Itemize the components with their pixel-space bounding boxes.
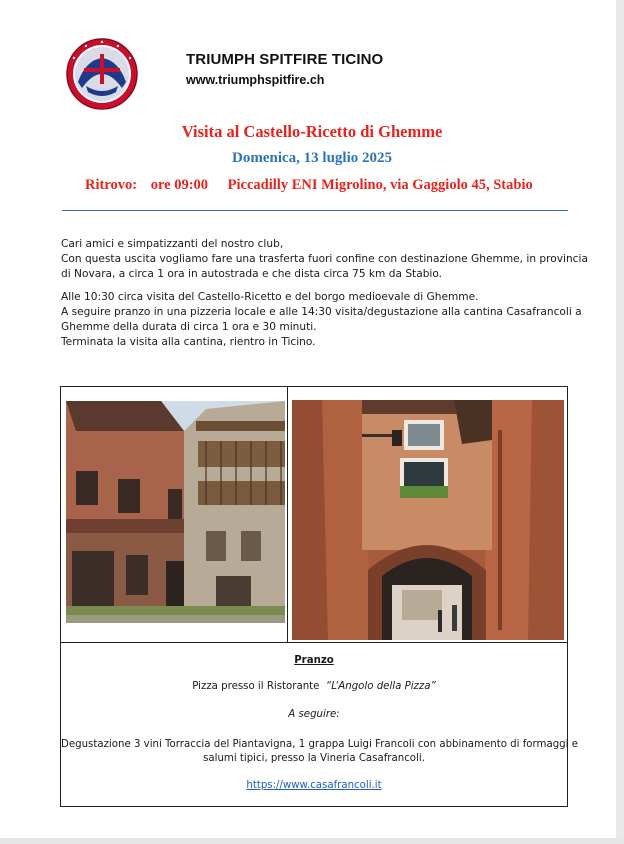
meeting-label: Ritrovo: (85, 177, 138, 193)
intro-line: Alle 10:30 circa visita del Castello-Ricetto e del borgo medioevale di Ghemme. (61, 290, 479, 303)
intro-paragraph-1 (61, 237, 588, 283)
intro-text (61, 237, 588, 357)
club-name: TRIUMPH SPITFIRE TICINO (186, 51, 384, 68)
intro-line: Ghemme della durata di circa 1 ora e 30 minuti. (61, 321, 317, 334)
intro-line: Terminata la visita alla cantina, rientro in Ticino. (61, 336, 316, 349)
restaurant-name: “L’Angolo della Pizza” (325, 681, 436, 692)
intro-paragraph-2 (61, 290, 582, 351)
castle-courtyard-photo (66, 401, 285, 623)
medieval-alley-photo (292, 400, 564, 640)
casafrancoli-link[interactable]: https://www.casafrancoli.it (246, 780, 382, 791)
intro-line: di Novara, a circa 1 ora in autostrada e che dista circa 75 km da Stabio. (61, 268, 443, 281)
event-date: Domenica, 13 luglio 2025 (232, 150, 392, 166)
degustazione-line: Degustazione 3 vini Torraccia del Piantavigna, 1 grappa Luigi Francoli con abbinamento di formaggi e (61, 739, 578, 750)
degustazione-line: salumi tipici, presso la Vineria Casafrancoli. (203, 753, 425, 764)
club-website[interactable]: www.triumphspitfire.ch (186, 73, 325, 87)
page-edge-shadow (616, 0, 624, 844)
club-logo (66, 38, 138, 110)
pizza-line (61, 681, 567, 692)
pizza-text: Pizza presso il Ristorante (192, 681, 320, 692)
program-details (61, 643, 578, 806)
degustazione-text (61, 738, 578, 766)
intro-line: Con questa uscita vogliamo fare una trasferta fuori confine con destinazione Ghemme, in provincia (61, 253, 588, 266)
meeting-info (85, 177, 533, 194)
seguire-heading: A seguire: (288, 709, 340, 720)
event-title: Visita al Castello-Ricetto di Ghemme (181, 122, 443, 141)
intro-line: Cari amici e simpatizzanti del nostro club, (61, 238, 284, 250)
meeting-time: ore 09:00 (150, 177, 209, 193)
intro-line: A seguire pranzo in una pizzeria locale e alle 14:30 visita/degustazione alla cantina Casafrancoli a (61, 305, 582, 318)
program-table (60, 386, 578, 807)
page-bottom-shadow (0, 838, 624, 844)
divider-line (62, 210, 568, 211)
table-divider-vertical (287, 387, 288, 642)
pranzo-heading: Pranzo (294, 655, 334, 666)
meeting-place: Piccadilly ENI Migrolino, via Gaggiolo 45, Stabio (227, 177, 533, 193)
